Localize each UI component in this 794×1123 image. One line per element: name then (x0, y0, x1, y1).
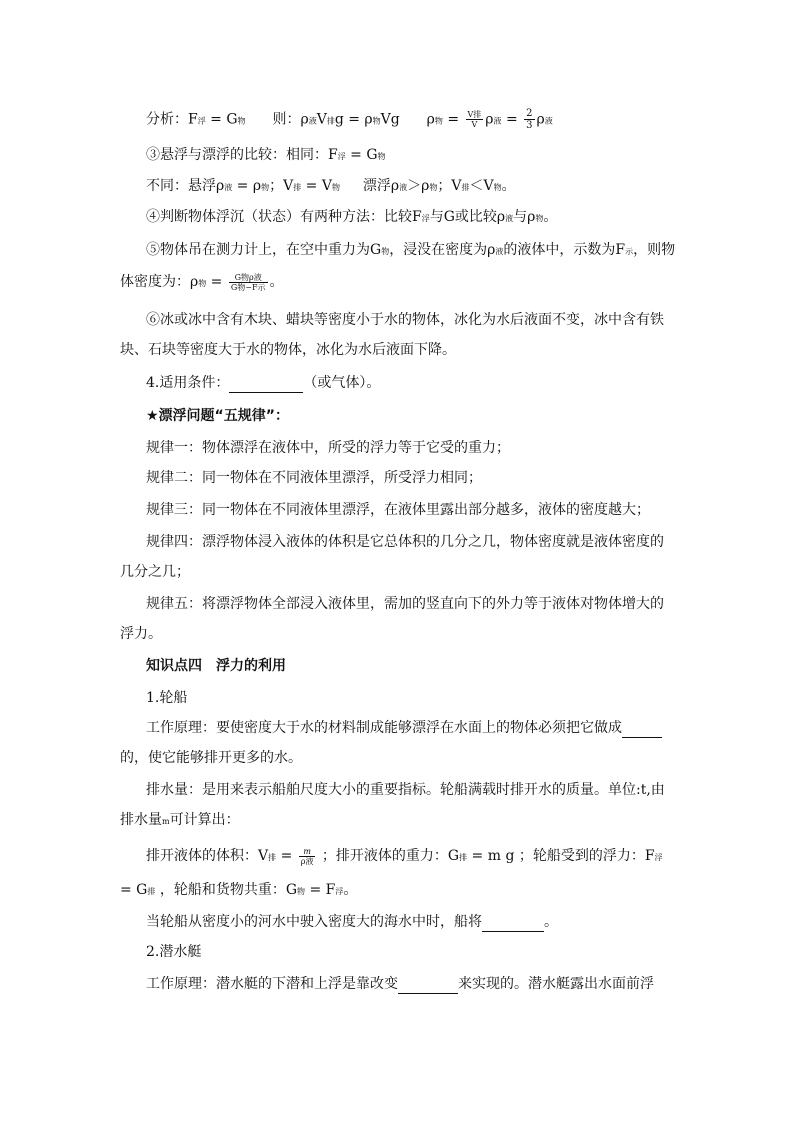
weight-text: ；排开液体的重力：G (321, 848, 460, 864)
eq: = (276, 848, 297, 864)
sub-pai: 排 (473, 110, 482, 119)
sub-m: m (162, 817, 170, 826)
ship-work-line-1 (146, 718, 662, 738)
answer-blank[interactable] (482, 917, 544, 932)
rho-text: ρ (426, 111, 435, 128)
sub-wu: 物 (331, 183, 340, 192)
diff-head: 不同：悬浮ρ (146, 178, 225, 194)
apply-line (146, 373, 380, 393)
diff-eq: = ρ (232, 178, 262, 194)
vg-text: Vg (380, 111, 400, 128)
eq: = (206, 274, 227, 290)
fraction-v (466, 110, 484, 129)
sub-fu: 浮 (337, 152, 346, 161)
total-text: ，轮船和货物共重：G (159, 882, 298, 898)
ship-work-line-2: 的，使它能够排开更多的水。 (120, 750, 302, 766)
total-eq: = F (305, 882, 336, 898)
float-gt: ＞ρ (407, 178, 430, 194)
sub-pai: 排 (461, 183, 470, 192)
sub-pai: 排 (147, 887, 156, 896)
weight-eq: = m g (467, 848, 515, 864)
sub-wu: 物 (381, 247, 390, 256)
sub-pai: 排 (268, 853, 277, 862)
period: 。 (269, 274, 284, 290)
displacement-line-2 (120, 810, 240, 832)
frac-num: G物ρ液 (229, 273, 268, 283)
sub-fu: 浮 (197, 116, 206, 126)
sub-wu: 物 (261, 183, 270, 192)
sub-pai: 排 (293, 183, 302, 192)
buoy-text: ；轮船受到的浮力：F (518, 848, 655, 864)
compare-diff-line (146, 176, 516, 198)
float-head: 漂浮ρ (362, 178, 400, 194)
sub-wu: 物 (493, 183, 502, 192)
sub-pai: 排 (459, 853, 468, 862)
spring-text-b: ，浸没在密度为ρ (389, 242, 496, 258)
sub-wu: 物 (237, 116, 246, 126)
sub-shi: 示 (625, 247, 634, 256)
judge-mid2: 与ρ (513, 209, 536, 225)
ice-line-2: 块、石块等密度大于水的物体，冰化为水后液面下降。 (120, 342, 456, 358)
sub-ye: 液 (308, 116, 317, 126)
rule-4b: 几分之几； (120, 564, 190, 580)
sub-fu: 浮 (335, 887, 344, 896)
density-fraction (229, 273, 268, 292)
buoy-eq: = G (120, 882, 148, 898)
work-text: 工作原理：要使密度大于水的材料制成能够漂浮在水面上的物体必须把它做成 (146, 720, 622, 736)
period: 。 (501, 178, 516, 194)
compare-head: ③悬浮与漂浮的比较：相同：F (146, 147, 338, 163)
apply-text: 4.适用条件： (146, 375, 230, 391)
g-text: g (334, 111, 344, 128)
spring-text: ⑤物体吊在测力计上，在空中重力为G (146, 242, 382, 258)
eq: = (501, 111, 523, 128)
rule-4a: 规律四：漂浮物体浸入液体的体积是它总体积的几分之几，物体密度就是液体密度的 (146, 534, 664, 550)
frac-den: 3 (526, 120, 533, 131)
sub-pai: 排 (326, 116, 335, 126)
float-lt: ＜V (469, 178, 494, 194)
rule-5a: 规律五：将漂浮物体全部浸入液体里，需加的竖直向下的外力等于液体对物体增大的 (146, 596, 664, 612)
diff-v: ；V (269, 178, 294, 194)
period: 。 (544, 914, 558, 930)
sub-wu: 物 (198, 279, 207, 288)
sub-ye: 液 (505, 214, 514, 223)
frac-den: ρ液 (300, 856, 314, 866)
sub-wu: 物 (434, 116, 443, 126)
rho-text: ρ (485, 111, 494, 128)
rule-2: 规律二：同一物体在不同液体里漂浮，所受浮力相同； (146, 470, 482, 486)
sub-fu: 浮 (421, 214, 430, 223)
eq: = (442, 111, 464, 128)
analysis-label: 分析：F (146, 111, 198, 128)
sub-fu: 浮 (654, 853, 663, 862)
answer-blank[interactable] (229, 378, 303, 393)
period: 。 (343, 882, 358, 898)
river-line (146, 912, 558, 932)
then-text: 则：ρ (272, 111, 309, 128)
submarine-heading: 2.潜水艇 (146, 944, 202, 960)
frac-num: V (467, 110, 474, 119)
float-v: ；V (437, 178, 462, 194)
formula-line (146, 846, 663, 868)
vol-fraction (299, 847, 316, 866)
sub-wu: 物 (535, 214, 544, 223)
compare-same-line (146, 145, 386, 167)
frac-num: m (299, 847, 316, 857)
frac-num: 2 (526, 108, 533, 119)
sub-ye: 液 (493, 116, 502, 126)
spring-line-1 (146, 240, 675, 262)
apply-tail: （或气体）。 (303, 375, 381, 391)
answer-blank[interactable] (398, 979, 458, 994)
judge-text: ④判断物体浮沉（状态）有两种方法：比较F (146, 209, 422, 225)
disp-text: 排水量 (120, 812, 162, 828)
sub-wu: 物 (377, 152, 386, 161)
spring-text-c: 的液体中，示数为F (503, 242, 626, 258)
rule-3: 规律三：同一物体在不同液体里漂浮，在液体里露出部分越多，液体的密度越大； (146, 502, 650, 518)
diff-eq-v: = V (301, 178, 332, 194)
sub-work-text-2: 来实现的。潜水艇露出水面前浮 (458, 976, 654, 992)
sub-ye: 液 (495, 247, 504, 256)
analysis-line (146, 108, 553, 132)
ice-line-1: ⑥冰或冰中含有木块、蜡块等密度小于水的物体，冰化为水后液面不变，冰中含有铁 (146, 312, 664, 328)
frac-den: V (471, 120, 478, 129)
rule-1: 规律一：物体漂浮在液体中，所受的浮力等于它受的重力； (146, 440, 510, 456)
disp-text-b: 可计算出： (169, 812, 240, 828)
sub-work-text: 工作原理：潜水艇的下潜和上浮是靠改变 (146, 976, 398, 992)
v-text: V (316, 111, 327, 128)
rules-title: ★漂浮问题“五规律”： (146, 408, 289, 424)
spring-line-2 (120, 272, 284, 294)
sub-wu: 物 (429, 183, 438, 192)
sub-ye: 液 (544, 116, 553, 126)
rule-5b: 浮力。 (120, 626, 162, 642)
density-label: 体密度为：ρ (120, 274, 199, 290)
compare-tail: = G (345, 147, 378, 163)
sub-wu: 物 (372, 116, 381, 126)
eq: = ρ (343, 111, 373, 128)
sub-ye: 液 (399, 183, 408, 192)
judge-mid: 与G或比较ρ (429, 209, 506, 225)
river-text: 当轮船从密度小的河水中驶入密度大的海水中时，船将 (146, 914, 482, 930)
fraction-two-thirds (524, 108, 534, 131)
displacement-line-1: 排水量：是用来表示船舶尺度大小的重要指标。轮船满载时排开水的质量。单位:t,由 (146, 782, 665, 798)
judge-line (146, 207, 557, 229)
submarine-work-line (146, 974, 654, 994)
vol-text: 排开液体的体积：V (146, 848, 269, 864)
section-title: 知识点四 浮力的利用 (146, 658, 286, 674)
frac-den: G物−F示 (230, 282, 266, 292)
formula-line-2 (120, 880, 357, 902)
eq: = G (205, 111, 238, 128)
spring-text-d: ，则物 (633, 242, 676, 258)
sub-wu: 物 (297, 887, 306, 896)
period: 。 (543, 209, 558, 225)
sub-ye: 液 (224, 183, 233, 192)
ship-heading: 1.轮船 (146, 690, 188, 706)
answer-blank[interactable] (622, 723, 662, 738)
rho-text: ρ (536, 111, 545, 128)
